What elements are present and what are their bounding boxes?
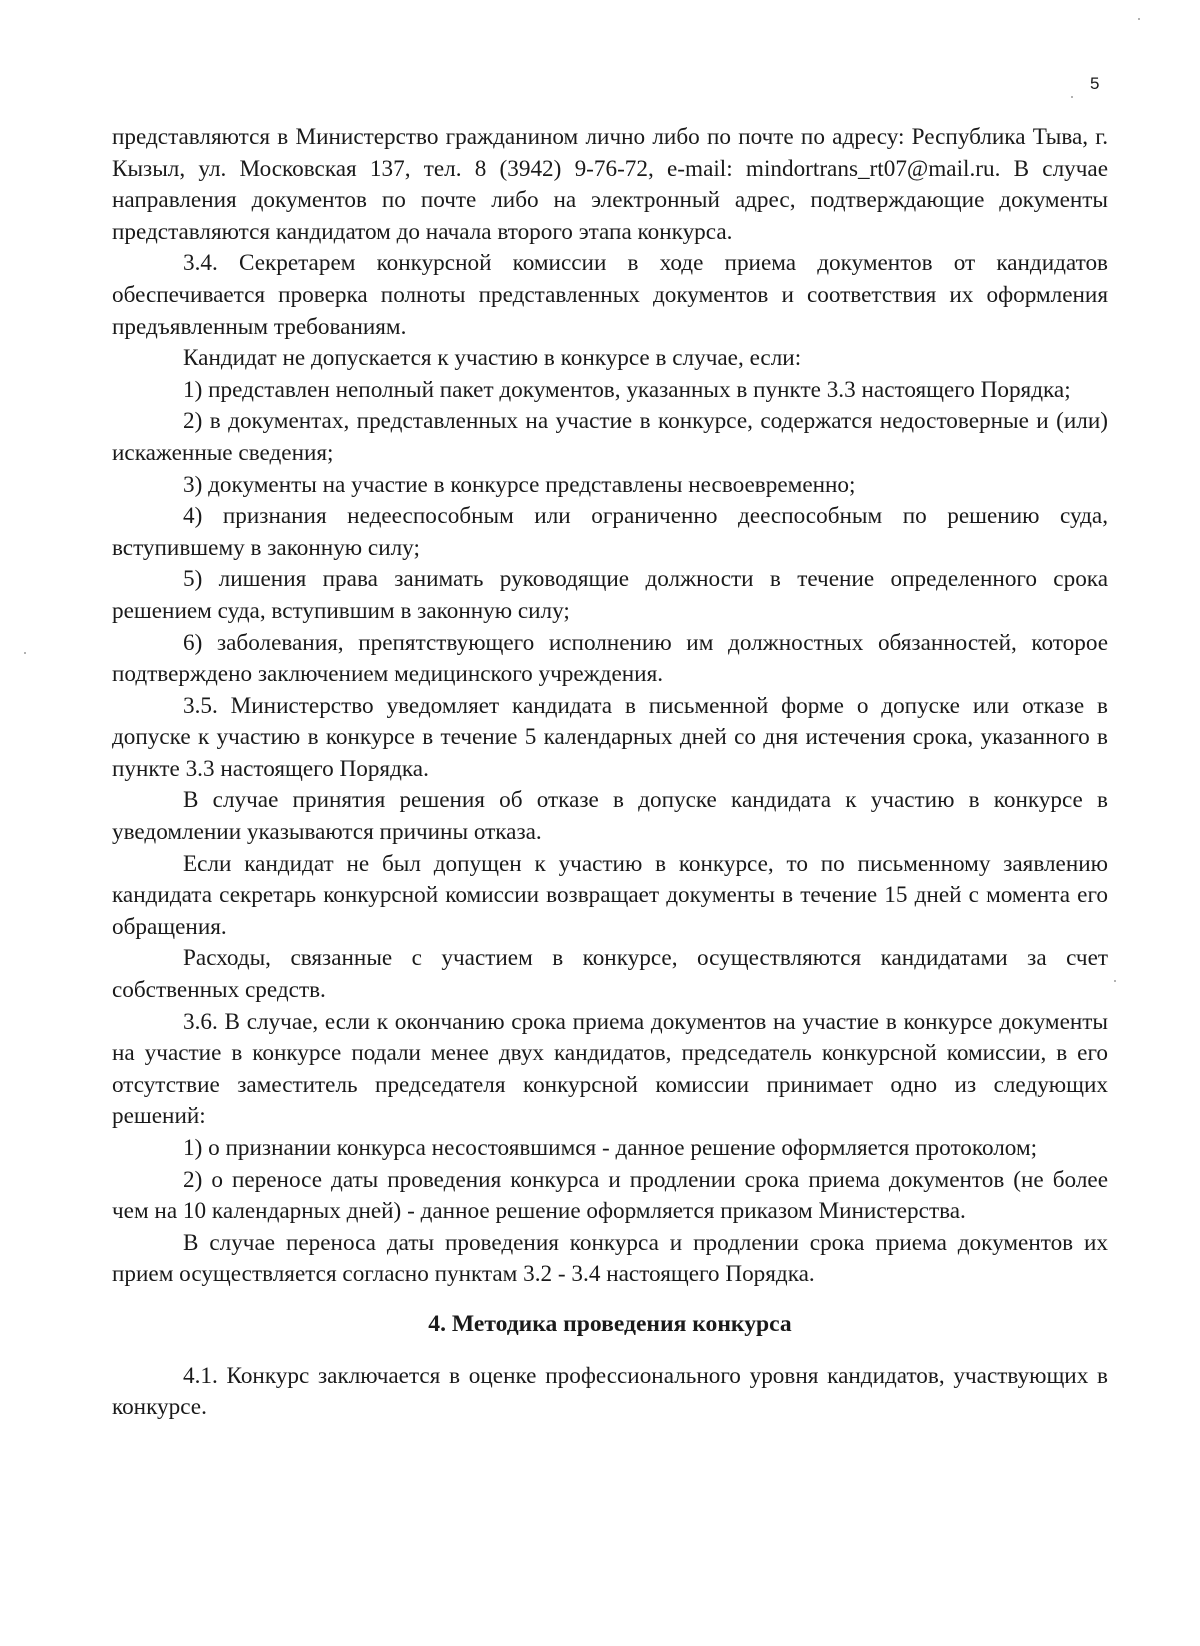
list-item-3: 3) документы на участие в конкурсе представлены несвоевременно; (183, 471, 856, 498)
list-item-4: 4) признания недееспособным или ограниченно дееспособным по решению суда, вступившему в законную силу; (112, 503, 1108, 561)
paragraph-refusal-reasons: В случае принятия решения об отказе в допуске кандидата к участию в конкурсе в уведомлении указываются причины отказа. (112, 787, 1108, 846)
scan-speck (1138, 18, 1140, 20)
paragraph-3-4: 3.4. Секретарем конкурсной комиссии в ходе приема документов от кандидатов обеспечивается проверка полноты представленных документов и соответствия их оформления предъявленным требованиям. (112, 250, 1108, 340)
paragraph-expenses: Расходы, связанные с участием в конкурсе, осуществляются кандидатами за счет собственных средств. (112, 945, 1108, 1004)
document-body (112, 122, 1108, 1424)
paragraph-submission-address: представляются в Министерство гражданином лично либо по почте по адресу: Республика Тыва, г. Кызыл, ул. Московская 137, тел. 8 (3942) 9-76-72, e-mail: mindortrans_rt07@mail.ru. В случае направления документов по почте либо на электронный адрес, подтверждающие документы представляются кандидатом до начала второго этапа конкурса. (112, 124, 1108, 245)
paragraph-3-5: 3.5. Министерство уведомляет кандидата в письменной форме о допуске или отказе в допуске к участию в конкурсе в течение 5 календарных дней со дня истечения срока, указанного в пункте 3.3 настоящего Порядка. (112, 692, 1108, 782)
section-heading: 4. Методика проведения конкурса (428, 1310, 792, 1337)
paragraph-not-admitted: Кандидат не допускается к участию в конкурсе в случае, если: (183, 345, 802, 372)
paragraph-postponement: В случае переноса даты проведения конкурса и продлении срока приема документов их прием осуществляется согласно пунктам 3.2 - 3.4 настоящего Порядка. (112, 1229, 1108, 1288)
paragraph-4-1: 4.1. Конкурс заключается в оценке профессионального уровня кандидатов, участвующих в конкурсе. (112, 1362, 1108, 1421)
page-number: 5 (1090, 74, 1100, 93)
scan-speck (1071, 96, 1073, 98)
decision-item-1: 1) о признании конкурса несостоявшимся - данное решение оформляется протоколом; (183, 1135, 1038, 1161)
scan-speck (1114, 980, 1116, 982)
scan-speck (24, 652, 26, 654)
list-item-5: 5) лишения права занимать руководящие должности в течение определенного срока решением суда, вступившим в законную силу; (112, 566, 1108, 624)
paragraph-3-6: 3.6. В случае, если к окончанию срока приема документов на участие в конкурсе документы на участие в конкурсе подали менее двух кандидатов, председатель конкурсной комиссии, в его отсутствие заместитель председателя конкурсной комиссии принимает одно из следующих решений: (112, 1008, 1108, 1130)
list-item-6: 6) заболевания, препятствующего исполнению им должностных обязанностей, которое подтверждено заключением медицинского учреждения. (112, 629, 1108, 688)
paragraph-document-return: Если кандидат не был допущен к участию в конкурсе, то по письменному заявлению кандидата секретарь конкурсной комиссии возвращает документы в течение 15 дней с момента его обращения. (112, 850, 1108, 940)
decision-item-2: 2) о переносе даты проведения конкурса и продлении срока приема документов (не более чем на 10 календарных дней) - данное решение оформляется приказом Министерства. (112, 1166, 1108, 1225)
list-item-1: 1) представлен неполный пакет документов, указанных в пункте 3.3 настоящего Порядка; (183, 376, 1071, 403)
list-item-2: 2) в документах, представленных на участие в конкурсе, содержатся недостоверные и (или) искаженные сведения; (112, 408, 1108, 466)
